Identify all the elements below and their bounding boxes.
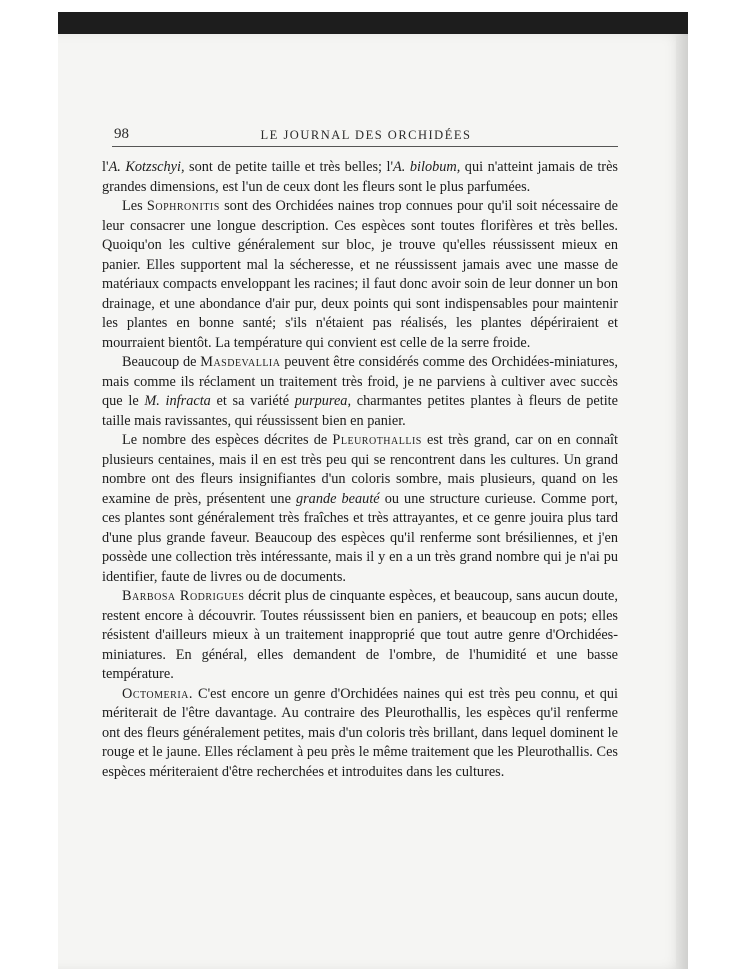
paragraph: Octomeria. C'est encore un genre d'Orchidées naines qui est très peu connu, et qui mériterait de l'être davantage. Au contraire des Pleurothallis, les espèces qu'il renferme ont des fleurs généralement petites, mais d'un coloris très brillant, dans lequel dominent le rouge et le jaune. Elles réclament à peu près le même traitement que les Pleurothallis. Ces espèces mériteraient d'être recherchées et introduites dans les cultures. bbox=[102, 685, 618, 780]
header-rule bbox=[112, 146, 618, 147]
page-right-edge bbox=[676, 36, 688, 969]
paragraph: Le nombre des espèces décrites de Pleurothallis est très grand, car on en connaît plusieurs centaines, mais il en est très peu qui se rencontrent dans les cultures. Un grand nombre ont des fleurs insignifiantes d'un coloris sombre, mais plusieurs, quand on les examine de près, présentent une grande beauté ou une structure curieuse. Comme port, ces plantes sont généralement très fraîches et très attrayantes, et ce genre jouira plus tard d'une plus grande faveur. Beaucoup des espèces qu'il renferme sont brésiliennes, et j'en possède une collection très intéressante, mais il y en a un très grand nombre qui je n'ai pu identifier, faute de livres ou de documents. bbox=[102, 432, 618, 585]
genus-name: Masdevallia bbox=[200, 354, 281, 370]
species-name: M. infracta bbox=[144, 393, 211, 409]
scanner-top-band bbox=[58, 12, 688, 36]
genus-name: Pleurothallis bbox=[332, 432, 422, 448]
emphasis: grande beauté bbox=[295, 490, 380, 507]
paragraph: Les Sophronitis sont des Orchidées naines trop connues pour qu'il soit nécessaire de leur consacrer une longue description. Ces espèces sont toutes florifères et très belles. Quoiqu'on les cultive généralement sur bloc, je trouve qu'elles réussissent mieux en panier. Elles supportent mal la sécheresse, et ne réussissent jamais avec une masse de matériaux compacts enveloppant les racines; il faut donc avoir soin de leur donner un bon drainage, et une abondance d'air pur, deux points qui sont indispensables pour maintenir les plantes en bonne santé; s'ils n'étaient pas réalisés, les plantes dépériraient et mourraient bientôt. La température qui convient est celle de la serre froide. bbox=[102, 198, 618, 351]
paragraph: Barbosa Rodrigues décrit plus de cinquante espèces, et beaucoup, sans aucun doute, restent encore à découvrir. Toutes réussissent bien en paniers, et beaucoup en pots; elles résistent d'ailleurs mieux à un traitement inapproprié que tout autre genre d'Orchidées-miniatures. En général, elles demandent de l'ombre, de l'humidité et une basse température. bbox=[102, 588, 618, 682]
running-head bbox=[114, 124, 618, 144]
paragraph: Beaucoup de Masdevallia peuvent être considérés comme des Orchidées-miniatures, mais comme ils réclament un traitement très froid, je ne parviens à cultiver avec succès que le M. infracta et sa variété purpurea, charmantes petites plantes à fleurs de petite taille mais ravissantes, qui réussissent bien en panier. bbox=[102, 354, 618, 429]
variety-name: purpurea, bbox=[294, 393, 352, 409]
page-number: 98 bbox=[114, 126, 129, 142]
author-name: Barbosa Rodrigues bbox=[122, 588, 245, 604]
species-name: A. Kotzschyi, bbox=[108, 159, 185, 175]
genus-name: Sophronitis bbox=[146, 198, 220, 214]
genus-name: Octomeria. bbox=[122, 685, 193, 702]
body-text bbox=[102, 158, 618, 782]
paragraph: l'A. Kotzschyi, sont de petite taille et très belles; l'A. bilobum, qui n'atteint jamais de très grandes dimensions, est l'un de ceux dont les fleurs sont le plus parfumées. bbox=[102, 159, 618, 195]
species-name: A. bilobum, bbox=[393, 159, 461, 175]
journal-title: LE JOURNAL DES ORCHIDÉES bbox=[260, 128, 472, 142]
